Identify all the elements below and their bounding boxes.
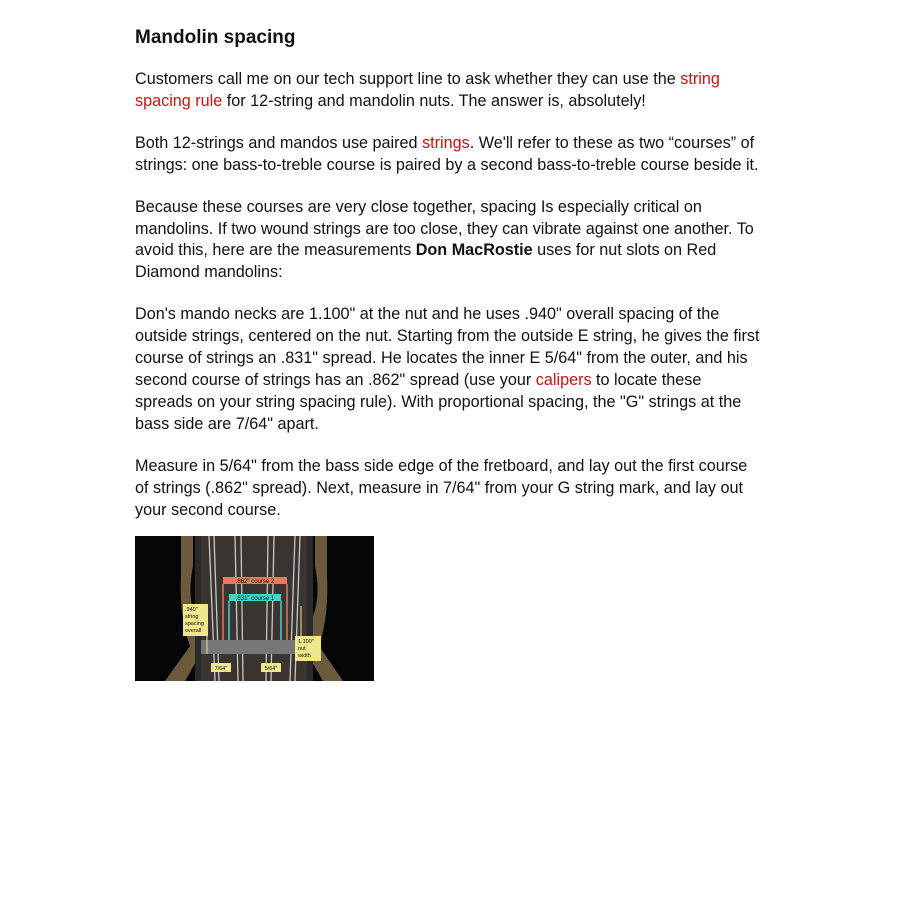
text: Because these courses are very close together, spacing Is especially critical on mandolins. If two wound strings are too close, they can vibrate against one another. To avoid this, here are the measurements <box>135 197 754 260</box>
overall-line-2: string <box>185 614 199 620</box>
paragraph-measurements <box>135 304 760 435</box>
paragraph-courses <box>135 133 760 177</box>
paragraph-layout <box>135 456 760 522</box>
course-2-label: .862" course 2 <box>235 579 275 585</box>
paragraph-spacing <box>135 197 760 285</box>
text: Measure in 5/64" from the bass side edge of the fretboard, and lay out the first course of strings (.862" spread). Next, measure in 7/64" from your G string mark, and lay out your second course. <box>135 456 748 519</box>
nut <box>201 640 307 654</box>
overall-line-3: spacing <box>185 621 204 627</box>
left-gap-text: 7/64" <box>214 666 228 672</box>
right-gap-text: 5/64" <box>264 666 278 672</box>
text: Both 12-strings and mandos use paired <box>135 133 423 152</box>
overall-line-4: overall <box>185 628 202 634</box>
text: uses for nut slots on Red Diamond mandolins: <box>135 241 717 282</box>
page-title: Mandolin spacing <box>135 27 296 48</box>
article <box>135 26 760 541</box>
diagram-svg <box>135 536 374 681</box>
strings-link[interactable]: strings <box>422 133 470 152</box>
text: for 12-string and mandolin nuts. The answer is, absolutely! <box>222 91 646 110</box>
nut-line-2: nut <box>298 646 306 652</box>
nut-line-3: width <box>298 653 311 659</box>
nut-line-1: 1.100" <box>298 639 314 645</box>
text: . We'll refer to these as two “courses” of strings: one bass-to-treble course is paired by a second bass-to-treble course beside it. <box>135 133 759 174</box>
text: to locate these spreads on your string spacing rule). With proportional spacing, the "G" strings at the bass side are 7/64" apart. <box>135 370 742 433</box>
paragraph-intro <box>135 69 760 113</box>
calipers-link[interactable]: calipers <box>535 370 592 389</box>
string-spacing-rule-link[interactable]: string spacing rule <box>135 70 720 110</box>
course-1-label: .831" course 1 <box>235 596 275 602</box>
text: Don's mando necks are 1.100" at the nut and he uses .940" overall spacing of the outside strings, centered on the nut. Starting from the outside E string, he gives the first course of strings an .831" spread. He locates the inner E 5/64" from the outer, and his second course of strings has an .862" spread (use your <box>135 305 760 389</box>
text: Customers call me on our tech support line to ask whether they can use the <box>135 70 681 88</box>
person-name: Don MacRostie <box>415 241 533 260</box>
mandolin-nut-diagram <box>135 536 374 681</box>
overall-line-1: .940" <box>185 607 198 613</box>
